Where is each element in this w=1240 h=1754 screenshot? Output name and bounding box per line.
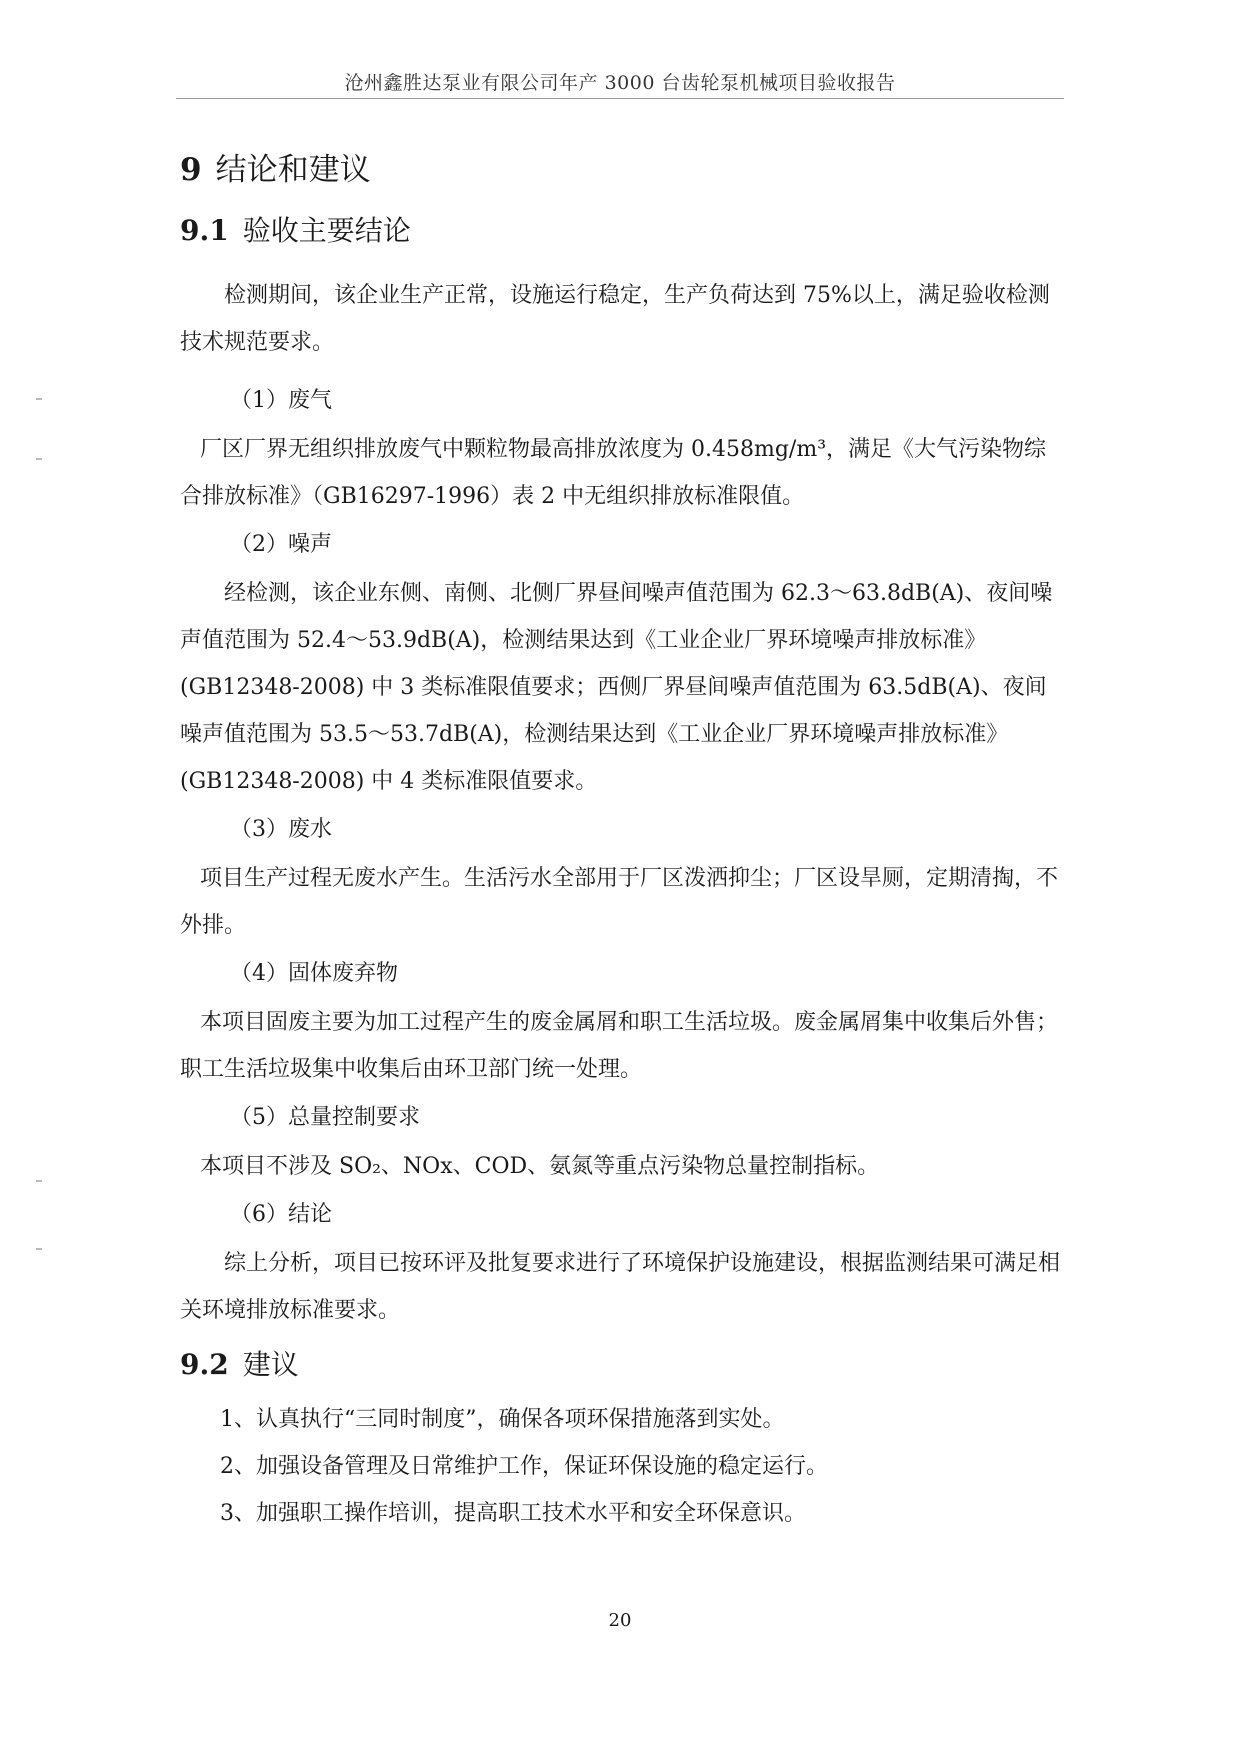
recommendation-item: 3、加强职工操作培训，提高职工技术水平和安全环保意识。 — [220, 1501, 806, 1526]
header-divider — [176, 98, 1064, 99]
item-heading-wastewater: （3）废水 — [230, 817, 332, 842]
item-text-wastewater: 项目生产过程无废水产生。生活污水全部用于厂区泼洒抑尘；厂区设旱厕，定期清掏，不外排。 — [180, 866, 1059, 938]
running-header: 沧州鑫胜达泵业有限公司年产 3000 台齿轮泵机械项目验收报告 — [344, 72, 896, 94]
scan-artifact — [36, 458, 42, 460]
item-text-solid-waste: 本项目固废主要为加工过程产生的废金属屑和职工生活垃圾。废金属屑集中收集后外售；职工生活垃圾集中收集后由环卫部门统一处理。 — [180, 1010, 1059, 1082]
scan-artifact — [36, 1180, 42, 1182]
intro-paragraph: 检测期间，该企业生产正常，设施运行稳定，生产负荷达到 75%以上，满足验收检测技术规范要求。 — [180, 283, 1050, 355]
section-title: 验收主要结论 — [242, 214, 411, 247]
item-heading-exhaust: （1）废气 — [230, 388, 332, 413]
section-heading-9-2 — [180, 1334, 1060, 1396]
item-text-total-control: 本项目不涉及 SO₂、NOx、COD、氨氮等重点污染物总量控制指标。 — [200, 1154, 880, 1179]
scan-artifact — [36, 398, 42, 400]
section-number: 9.1 — [180, 214, 229, 247]
page-number: 20 — [608, 1610, 632, 1631]
item-text-noise: 经检测，该企业东侧、南侧、北侧厂界昼间噪声值范围为 62.3～63.8dB(A)、夜间噪声值范围为 52.4～53.9dB(A)，检测结果达到《工业企业厂界环境噪声排放标准》(GB12348-2008) 中 3 类标准限值要求；西侧厂界昼间噪声值范围为 63.5dB(A)、夜间噪声值范围为 53.5～53.7dB(A)，检测结果达到《工业企业厂界环境噪声排放标准》(GB12348-2008) 中 4 类标准限值要求。 — [180, 581, 1053, 794]
item-heading-conclusion: （6）结论 — [230, 1202, 332, 1227]
section-title: 建议 — [242, 1348, 299, 1381]
recommendation-item: 2、加强设备管理及日常维护工作，保证环保设施的稳定运行。 — [220, 1454, 828, 1479]
chapter-heading — [180, 140, 1060, 200]
item-text-exhaust: 厂区厂界无组织排放废气中颗粒物最高排放浓度为 0.458mg/m³，满足《大气污染物综合排放标准》（GB16297-1996）表 2 中无组织排放标准限值。 — [180, 437, 1047, 509]
main-content — [180, 128, 1060, 1537]
item-text-conclusion: 综上分析，项目已按环评及批复要求进行了环境保护设施建设，根据监测结果可满足相关环境排放标准要求。 — [180, 1251, 1061, 1323]
recommendation-item: 1、认真执行“三同时制度”，确保各项环保措施落到实处。 — [220, 1407, 785, 1432]
section-heading-9-1 — [180, 200, 1060, 262]
chapter-number: 9 — [180, 152, 202, 188]
item-heading-solid-waste: （4）固体废弃物 — [230, 961, 398, 986]
item-heading-noise: （2）噪声 — [230, 532, 332, 557]
scan-artifact — [36, 1248, 42, 1250]
item-heading-total-control: （5）总量控制要求 — [230, 1105, 420, 1130]
chapter-title: 结论和建议 — [215, 152, 371, 188]
section-number: 9.2 — [180, 1348, 229, 1381]
